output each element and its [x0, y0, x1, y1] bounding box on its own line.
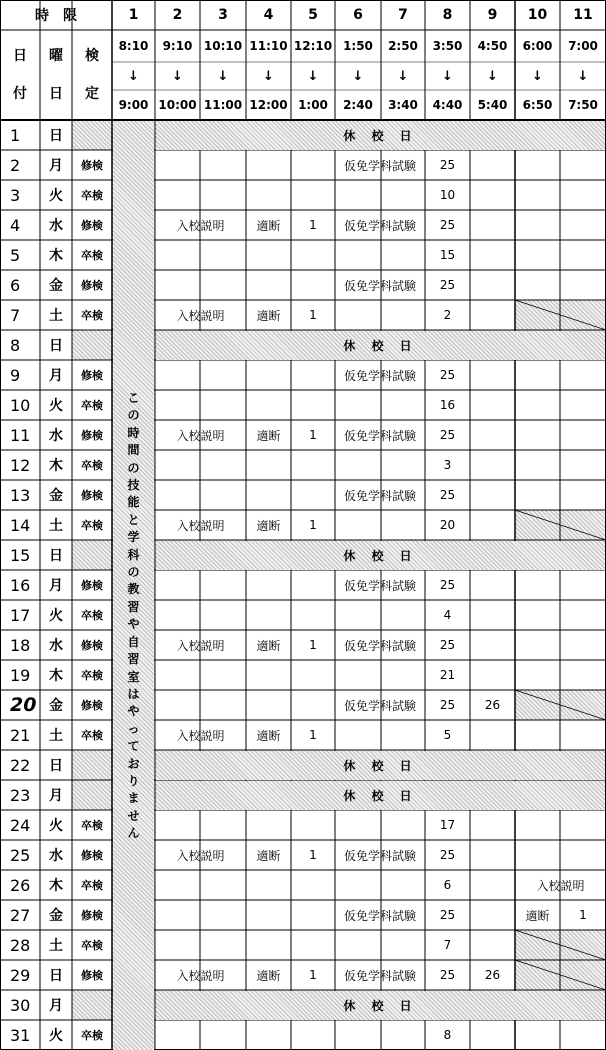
exam-type: 卒検 [81, 399, 103, 412]
weekday: 木 [49, 248, 63, 264]
vertical-note-char: て [127, 739, 140, 754]
period-start-time: 11:10 [249, 39, 288, 53]
count-value-p8: 4 [443, 608, 452, 622]
period-number: 8 [442, 7, 453, 23]
holiday-label: 休 校 日 [343, 338, 418, 353]
period-start-time: 12:10 [293, 39, 333, 53]
exam-closed [72, 750, 112, 780]
admission-briefing-p2: 入校説明 [176, 728, 225, 743]
count-value-p8: 20 [439, 518, 456, 532]
provisional-written-exam-p6: 仮免学科試験 [343, 218, 416, 233]
period-number: 4 [263, 7, 274, 23]
down-arrow-icon: ↓ [487, 68, 498, 84]
holiday-label: 休 校 日 [343, 548, 418, 563]
down-arrow-icon: ↓ [263, 68, 274, 84]
count-value-p5: 1 [309, 638, 317, 652]
day-number: 19 [10, 665, 31, 685]
count-value-p5: 1 [309, 518, 317, 532]
admission-briefing-p2: 入校説明 [176, 518, 225, 533]
weekday: 月 [49, 788, 63, 804]
day-number: 26 [10, 875, 31, 895]
day-number: 17 [10, 605, 31, 625]
exam-type: 修検 [81, 279, 103, 292]
vertical-note-char: は [127, 686, 140, 701]
aptitude-test-p4: 適断 [256, 848, 281, 863]
count-value-p5: 1 [309, 848, 317, 862]
vertical-note-char: っ [127, 721, 140, 736]
day-number: 6 [10, 275, 21, 295]
day-number: 21 [10, 725, 31, 745]
count-value-p8: 25 [439, 968, 456, 982]
day-number: 8 [10, 335, 21, 355]
day-number: 27 [10, 905, 31, 925]
count-value-p8: 3 [443, 458, 452, 472]
aptitude-test-p10: 適断 [525, 908, 550, 923]
exam-closed [72, 780, 112, 810]
period-end-time: 1:00 [298, 98, 328, 112]
vertical-note-char: 間 [127, 443, 140, 458]
count-value-p8: 25 [439, 368, 456, 382]
count-value-p8: 25 [439, 698, 456, 712]
exam-type: 修検 [81, 429, 103, 442]
count-value-p8: 25 [439, 218, 456, 232]
day-number: 22 [10, 755, 31, 775]
day-number: 4 [10, 215, 21, 235]
vertical-note-char: ん [127, 826, 140, 841]
exam-type: 卒検 [81, 519, 103, 532]
vertical-note-char: り [127, 773, 140, 788]
down-arrow-icon: ↓ [577, 68, 589, 84]
holiday-label: 休 校 日 [343, 998, 418, 1013]
vertical-note-char: や [127, 704, 140, 719]
period-number: 3 [218, 7, 228, 23]
day-number: 14 [10, 515, 31, 535]
holiday-label: 休 校 日 [343, 758, 418, 773]
period-number: 6 [353, 7, 363, 23]
count-value-p8: 25 [439, 638, 456, 652]
exam-type: 卒検 [81, 309, 103, 322]
weekday: 火 [49, 188, 63, 204]
evening-closed [515, 930, 606, 960]
provisional-written-exam-p6: 仮免学科試験 [343, 578, 416, 593]
exam-type: 修検 [81, 579, 103, 592]
weekday: 土 [49, 728, 63, 744]
down-arrow-icon: ↓ [172, 68, 183, 84]
exam-closed [72, 540, 112, 570]
period-number: 2 [172, 7, 183, 23]
vertical-note-char: 科 [127, 547, 140, 562]
exam-type: 卒検 [81, 249, 103, 262]
period-number: 9 [487, 7, 498, 23]
exam-type: 修検 [81, 849, 103, 862]
period-end-time: 11:00 [203, 98, 243, 112]
count-value-p5: 1 [309, 968, 317, 982]
exam-type: 卒検 [81, 459, 103, 472]
count-value-p8: 25 [439, 278, 456, 292]
weekday: 火 [49, 1028, 63, 1044]
aptitude-test-p4: 適断 [256, 428, 281, 443]
exam-type: 修検 [81, 219, 103, 232]
vertical-note-char: 習 [127, 599, 140, 614]
admission-briefing-p2: 入校説明 [176, 428, 225, 443]
provisional-written-exam-p6: 仮免学科試験 [343, 428, 416, 443]
period-start-time: 1:50 [343, 39, 373, 53]
aptitude-test-p4: 適断 [256, 728, 281, 743]
period-end-time: 12:00 [249, 98, 288, 112]
weekday: 木 [49, 878, 63, 894]
day-number: 29 [10, 965, 31, 985]
exam-type: 卒検 [81, 189, 103, 202]
exam-type: 卒検 [81, 1029, 103, 1042]
day-number: 20 [10, 694, 37, 716]
provisional-written-exam-p6: 仮免学科試験 [343, 848, 416, 863]
exam-type: 修検 [81, 369, 103, 382]
admission-briefing-p2: 入校説明 [176, 218, 225, 233]
day-number: 13 [10, 485, 31, 505]
count-value-p9: 26 [484, 698, 501, 712]
day-number: 15 [10, 545, 31, 565]
day-number: 23 [10, 785, 31, 805]
period-end-time: 6:50 [522, 98, 553, 112]
count-value-p5: 1 [309, 728, 317, 742]
weekday: 木 [49, 458, 63, 474]
day-number: 7 [10, 305, 21, 325]
exam-type: 修検 [81, 909, 103, 922]
provisional-written-exam-p6: 仮免学科試験 [343, 488, 416, 503]
vertical-note-char: 自 [127, 634, 140, 649]
count-value-p11: 1 [579, 908, 587, 922]
evening-closed [515, 300, 606, 330]
count-value-p8: 25 [439, 578, 456, 592]
exam-type: 卒検 [81, 729, 103, 742]
exam-type: 修検 [81, 699, 103, 712]
period-end-time: 2:40 [343, 98, 373, 112]
provisional-written-exam-p6: 仮免学科試験 [343, 158, 416, 173]
holiday-label: 休 校 日 [343, 788, 418, 803]
day-number: 1 [10, 125, 21, 145]
count-value-p8: 10 [439, 188, 456, 202]
holiday-label: 休 校 日 [343, 128, 418, 143]
aptitude-test-p4: 適断 [256, 308, 281, 323]
vertical-note-char: お [127, 756, 140, 771]
weekday: 日 [49, 548, 63, 564]
period-start-time: 7:00 [568, 39, 598, 53]
weekday: 水 [49, 848, 63, 864]
day-number: 9 [10, 365, 21, 385]
count-value-p8: 17 [439, 818, 456, 832]
period-start-time: 10:10 [203, 39, 243, 53]
count-value-p9: 26 [484, 968, 501, 982]
down-arrow-icon: ↓ [128, 68, 139, 84]
period-start-time: 3:50 [432, 39, 463, 53]
weekday: 日 [49, 968, 63, 984]
vertical-note-char: ま [127, 791, 140, 806]
day-number: 28 [10, 935, 31, 955]
vertical-note-char: の [127, 460, 140, 475]
provisional-written-exam-p6: 仮免学科試験 [343, 368, 416, 383]
period-end-time: 9:00 [118, 98, 149, 112]
weekday-label: 曜 日 [49, 48, 63, 102]
weekday: 日 [49, 128, 63, 144]
weekday: 金 [49, 488, 63, 504]
exam-type: 卒検 [81, 939, 103, 952]
aptitude-test-p4: 適断 [256, 638, 281, 653]
weekday: 木 [49, 668, 63, 684]
period-number: 7 [398, 7, 408, 23]
weekday: 土 [49, 518, 63, 534]
count-value-p8: 8 [443, 1028, 452, 1042]
vertical-note [112, 390, 155, 841]
day-number: 30 [10, 995, 31, 1015]
exam-type: 卒検 [81, 819, 103, 832]
day-number: 12 [10, 455, 31, 475]
aptitude-test-p4: 適断 [256, 518, 281, 533]
aptitude-test-p4: 適断 [256, 218, 281, 233]
count-value-p8: 25 [439, 848, 456, 862]
weekday: 火 [49, 398, 63, 414]
day-number: 11 [10, 425, 31, 445]
period-label: 時 限 [35, 8, 77, 24]
exam-label: 検 定 [85, 48, 99, 102]
vertical-note-char: 能 [127, 495, 140, 510]
period-start-time: 9:10 [162, 39, 193, 53]
period-end-time: 5:40 [477, 98, 508, 112]
exam-type: 卒検 [81, 669, 103, 682]
count-value-p5: 1 [309, 218, 317, 232]
provisional-written-exam-p6: 仮免学科試験 [343, 638, 416, 653]
count-value-p8: 5 [443, 728, 452, 742]
weekday: 月 [49, 998, 63, 1014]
count-value-p8: 25 [439, 158, 456, 172]
day-number: 2 [10, 155, 21, 175]
exam-type: 卒検 [81, 879, 103, 892]
count-value-p8: 15 [439, 248, 456, 262]
weekday: 火 [49, 818, 63, 834]
day-number: 10 [10, 395, 31, 415]
evening-closed [515, 510, 606, 540]
vertical-note-char: せ [127, 808, 140, 823]
exam-closed [72, 990, 112, 1020]
admission-briefing-p2: 入校説明 [176, 848, 225, 863]
evening-closed [515, 960, 606, 990]
provisional-written-exam-p6: 仮免学科試験 [343, 908, 416, 923]
count-value-p8: 21 [439, 668, 456, 682]
exam-type: 修検 [81, 639, 103, 652]
exam-type: 修検 [81, 969, 103, 982]
weekday: 水 [49, 428, 63, 444]
vertical-note-char: 教 [127, 582, 140, 597]
provisional-written-exam-p6: 仮免学科試験 [343, 698, 416, 713]
weekday: 月 [49, 158, 63, 174]
down-arrow-icon: ↓ [307, 68, 319, 84]
count-value-p8: 16 [439, 398, 456, 412]
vertical-note-char: と [127, 512, 140, 527]
period-number: 11 [573, 7, 593, 23]
count-value-p5: 1 [309, 308, 317, 322]
down-arrow-icon: ↓ [352, 68, 364, 84]
period-end-time: 4:40 [432, 98, 463, 112]
period-number: 1 [128, 7, 139, 23]
weekday: 水 [49, 638, 63, 654]
day-number: 24 [10, 815, 31, 835]
aptitude-test-p4: 適断 [256, 968, 281, 983]
day-number: 25 [10, 845, 31, 865]
day-number: 16 [10, 575, 31, 595]
count-value-p8: 25 [439, 488, 456, 502]
weekday: 日 [49, 338, 63, 354]
vertical-note-char: 習 [127, 652, 140, 667]
admission-briefing-p10: 入校説明 [536, 878, 585, 893]
weekday: 金 [49, 908, 63, 924]
period-start-time: 2:50 [388, 39, 418, 53]
exam-type: 卒検 [81, 609, 103, 622]
down-arrow-icon: ↓ [442, 68, 453, 84]
weekday: 土 [49, 938, 63, 954]
period-start-time: 4:50 [477, 39, 508, 53]
day-number: 18 [10, 635, 31, 655]
exam-type: 修検 [81, 159, 103, 172]
vertical-note-char: こ [127, 391, 140, 405]
day-number: 31 [10, 1025, 31, 1045]
vertical-note-char: 学 [127, 530, 140, 545]
vertical-note-char: の [127, 408, 140, 423]
weekday: 月 [49, 578, 63, 594]
exam-type: 修検 [81, 489, 103, 502]
down-arrow-icon: ↓ [532, 68, 543, 84]
count-value-p8: 2 [443, 308, 452, 322]
period-end-time: 3:40 [388, 98, 418, 112]
vertical-note-char: や [127, 617, 140, 632]
vertical-note-char: の [127, 565, 140, 580]
exam-closed [72, 120, 112, 150]
period-end-time: 10:00 [158, 98, 197, 112]
weekday: 金 [49, 278, 63, 294]
weekday: 日 [49, 758, 63, 774]
date-label: 日 付 [13, 48, 27, 102]
period-end-time: 7:50 [568, 98, 598, 112]
count-value-p8: 25 [439, 908, 456, 922]
provisional-written-exam-p6: 仮免学科試験 [343, 278, 416, 293]
count-value-p8: 7 [443, 938, 452, 952]
weekday: 金 [49, 698, 63, 714]
weekday: 火 [49, 608, 63, 624]
admission-briefing-p2: 入校説明 [176, 968, 225, 983]
count-value-p8: 25 [439, 428, 456, 442]
exam-closed [72, 330, 112, 360]
day-number: 5 [10, 245, 21, 265]
admission-briefing-p2: 入校説明 [176, 308, 225, 323]
vertical-note-char: 技 [127, 478, 140, 493]
weekday: 月 [49, 368, 63, 384]
count-value-p8: 6 [443, 878, 452, 892]
period-number: 10 [527, 7, 548, 23]
period-start-time: 6:00 [522, 39, 553, 53]
count-value-p5: 1 [309, 428, 317, 442]
weekday: 土 [49, 308, 63, 324]
evening-closed [515, 690, 606, 720]
period-number: 5 [308, 7, 318, 23]
vertical-note-char: 時 [127, 425, 140, 440]
down-arrow-icon: ↓ [397, 68, 409, 84]
day-number: 3 [10, 185, 21, 205]
vertical-note-char: 室 [127, 669, 140, 684]
admission-briefing-p2: 入校説明 [176, 638, 225, 653]
down-arrow-icon: ↓ [217, 68, 229, 84]
provisional-written-exam-p6: 仮免学科試験 [343, 968, 416, 983]
weekday: 水 [49, 218, 63, 234]
period-start-time: 8:10 [118, 39, 149, 53]
